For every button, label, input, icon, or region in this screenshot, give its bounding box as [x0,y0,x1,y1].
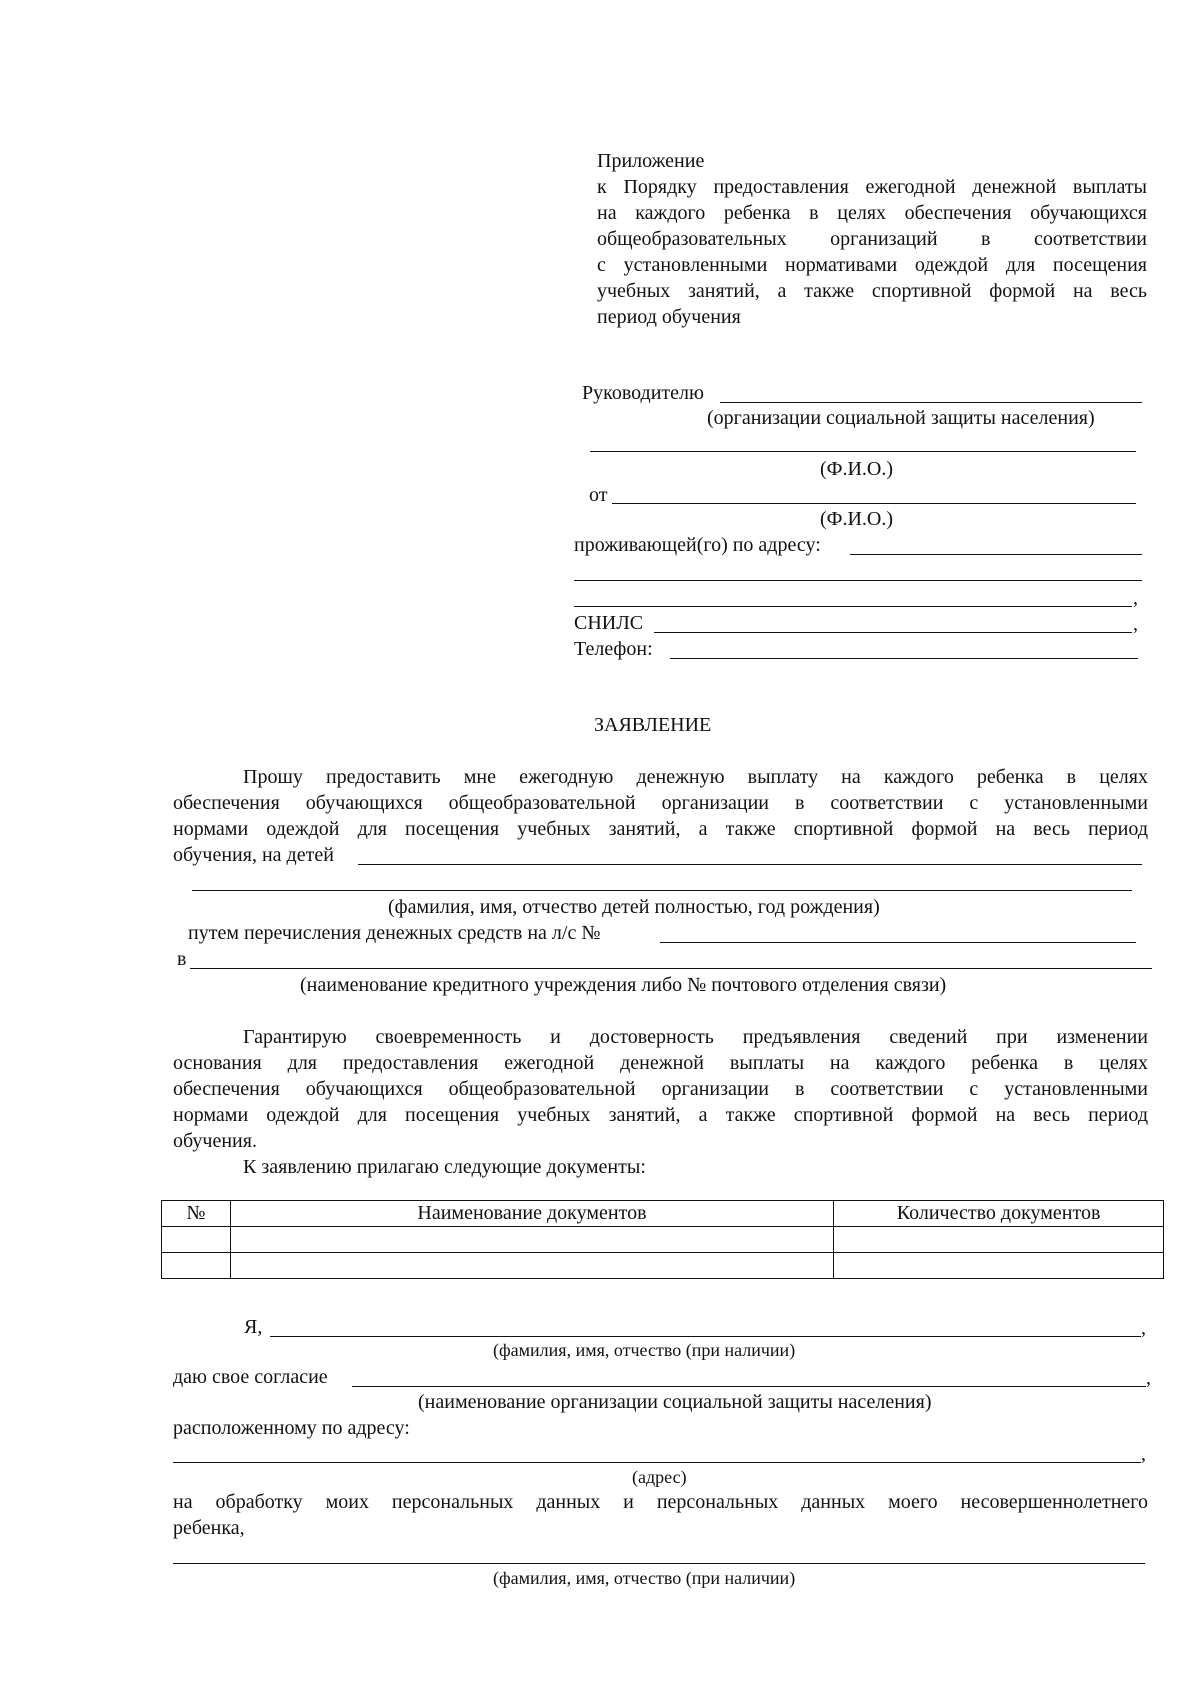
snils-field[interactable] [654,632,1132,633]
consent-fio-hint: (фамилия, имя, отчество (при наличии) [493,1340,796,1360]
consent-org-field[interactable] [352,1386,1146,1387]
appendix-line: общеобразовательных организаций в соответствии [597,228,1147,250]
addressee-fio-hint: (Ф.И.О.) [820,458,894,480]
appendix-line: с установленными нормативами одеждой для посещения [597,254,1147,276]
phone-label: Телефон: [574,638,653,660]
consent-i-label: Я, [244,1316,263,1338]
children-label: обучения, на детей [173,844,334,866]
statement-paragraph-1 [173,764,1148,842]
children-field-1[interactable] [358,864,1142,865]
bank-hint: (наименование кредитного учреждения либо № почтового отделения связи) [300,974,947,996]
address-field-2[interactable] [574,580,1142,581]
consent-address-field[interactable] [173,1462,1141,1463]
child-fio-field[interactable] [173,1563,1145,1564]
attach-label: К заявлению прилагаю следующие документы: [243,1156,646,1178]
appendix-line: учебных занятий, а также спортивной формой на весь [597,280,1147,302]
table-cell[interactable] [162,1227,231,1253]
child-fio-hint: (фамилия, имя, отчество (при наличии) [493,1568,796,1588]
paragraph-line: Прошу предоставить мне ежегодную денежную выплату на каждого ребенка в целях [243,766,1148,788]
paragraph-line: нормами одеждой для посещения учебных занятий, а также спортивной формой на весь период [173,1104,1148,1126]
bank-prefix: в [177,948,187,970]
table-cell[interactable] [230,1253,833,1279]
table-header-row [162,1201,1164,1227]
paragraph-line: обучения. [173,1130,257,1152]
header-doc-name: Наименование документов [230,1201,833,1227]
transfer-label: путем перечисления денежных средств на л/с № [188,922,601,944]
from-fio-field[interactable] [612,503,1136,504]
give-consent-label: даю свое согласие [173,1366,328,1388]
addressee-head-field[interactable] [720,402,1142,403]
processing-line: на обработку моих персональных данных и персональных данных моего несовершеннолетнего [173,1491,1148,1513]
address-comma: , [1133,587,1138,609]
statement-title: ЗАЯВЛЕНИЕ [594,714,712,736]
consent-comma: , [1141,1317,1146,1339]
consent-fio-field[interactable] [270,1336,1141,1337]
appendix-line: к Порядку предоставления ежегодной денежной выплаты [597,176,1147,198]
children-field-2[interactable] [192,890,1132,891]
consent-comma: , [1141,1443,1146,1465]
table-cell[interactable] [834,1227,1164,1253]
statement-paragraph-2 [173,1024,1148,1128]
appendix-line: период обучения [597,306,741,328]
phone-field[interactable] [670,658,1138,659]
located-label: расположенному по адресу: [173,1417,410,1439]
header-doc-count: Количество документов [834,1201,1164,1227]
paragraph-line: обеспечения обучающихся общеобразовательной организации в соответствии с установленными [173,792,1148,814]
documents-table [161,1200,1164,1279]
paragraph-line: Гарантирую своевременность и достоверность предъявления сведений при изменении [243,1026,1148,1048]
addressee-fio-field[interactable] [590,451,1136,452]
paragraph-line: основания для предоставления ежегодной денежной выплаты на каждого ребенка в целях [173,1052,1148,1074]
address-field-1[interactable] [850,554,1142,555]
address-field-3[interactable] [574,606,1132,607]
account-number-field[interactable] [660,942,1136,943]
consent-org-hint: (наименование организации социальной защиты населения) [418,1391,932,1413]
addressee-to-label: Руководителю [582,382,704,404]
table-row [162,1227,1164,1253]
paragraph-line: нормами одеждой для посещения учебных занятий, а также спортивной формой на весь период [173,818,1148,840]
address-label: проживающей(го) по адресу: [574,534,821,556]
snils-label: СНИЛС [574,612,644,634]
appendix-line: на каждого ребенка в целях обеспечения обучающихся [597,202,1147,224]
table-cell[interactable] [162,1253,231,1279]
paragraph-line: обеспечения обучающихся общеобразовательной организации в соответствии с установленными [173,1078,1148,1100]
header-number: № [162,1201,231,1227]
addressee-org-hint: (организации социальной защиты населения) [707,407,1095,429]
consent-address-hint: (адрес) [632,1467,687,1487]
snils-comma: , [1133,613,1138,635]
children-hint: (фамилия, имя, отчество детей полностью, год рождения) [388,896,880,918]
consent-comma: , [1146,1367,1151,1389]
from-fio-hint: (Ф.И.О.) [820,508,894,530]
appendix-title: Приложение [597,150,705,172]
processing-last-line: ребенка, [173,1517,245,1539]
bank-field[interactable] [190,968,1152,969]
table-cell[interactable] [834,1253,1164,1279]
from-label: от [589,484,608,506]
table-row [162,1253,1164,1279]
table-cell[interactable] [230,1227,833,1253]
